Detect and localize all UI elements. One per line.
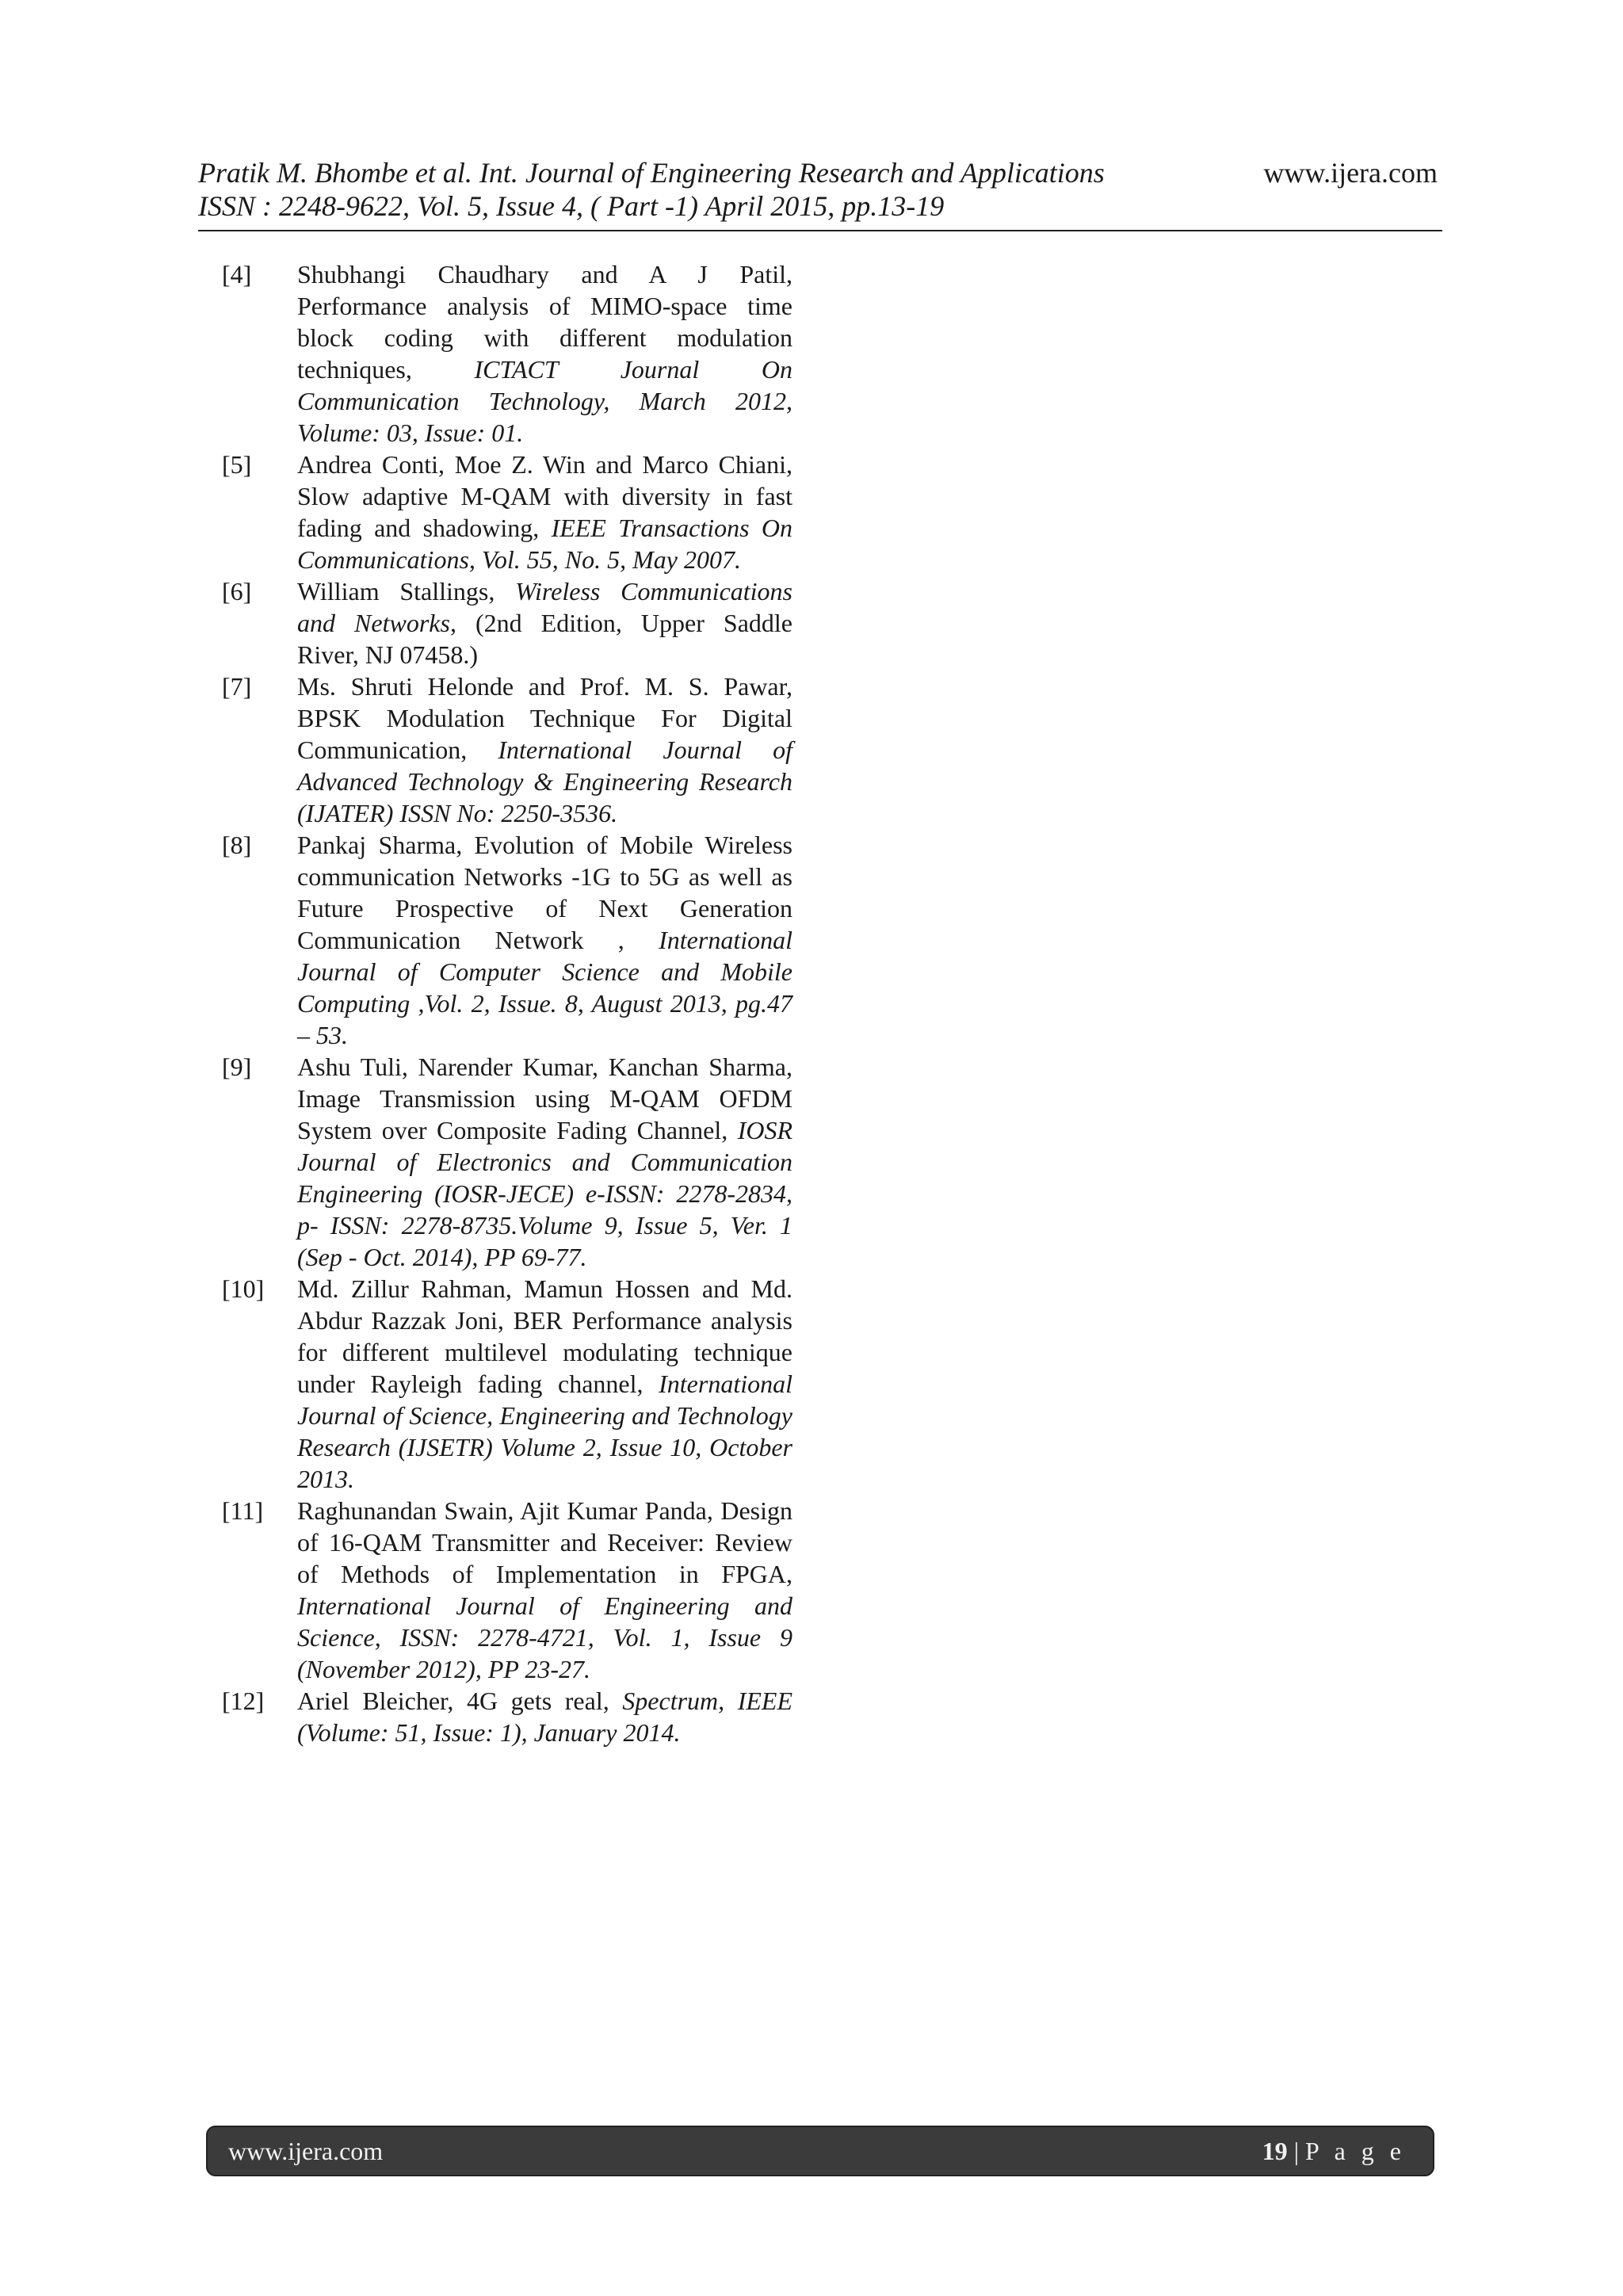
- running-header: [198, 155, 1442, 231]
- reference-number: [8]: [222, 831, 252, 859]
- reference-tail-text: , (2nd Edition, Upper Saddle River, NJ 07458.): [297, 609, 793, 669]
- header-issn-line: ISSN : 2248-9622, Vol. 5, Issue 4, ( Part -1) April 2015, pp.13-19: [198, 190, 945, 222]
- reference-number: [7]: [222, 672, 252, 701]
- reference-text: [297, 670, 792, 829]
- page-label: P a g e: [1304, 2137, 1406, 2165]
- reference-plain-text: Md. Zillur Rahman, Mamun Hossen and Md. Abdur Razzak Joni, BER Performance analysis for different multilevel modulating technique under Rayleigh fading channel,: [297, 1274, 792, 1398]
- reference-item: [222, 575, 792, 670]
- reference-source: ICTACT Journal On Communication Technology, March 2012, Volume: 03, Issue: 01.: [297, 355, 792, 447]
- page-number: 19: [1262, 2137, 1288, 2165]
- reference-plain-text: Raghunandan Swain, Ajit Kumar Panda, Design of 16-QAM Transmitter and Receiver: Review of Methods of Implementation in FPGA,: [297, 1496, 792, 1588]
- reference-number: [12]: [222, 1687, 265, 1715]
- reference-text: [297, 449, 792, 575]
- reference-plain-text: Ariel Bleicher, 4G gets real,: [297, 1687, 623, 1715]
- footer-page-indicator: [1262, 2135, 1406, 2167]
- reference-number: [5]: [222, 450, 252, 479]
- reference-number: [9]: [222, 1052, 252, 1081]
- reference-text: [297, 1495, 792, 1685]
- reference-text: [297, 575, 792, 670]
- reference-item: [222, 258, 792, 449]
- reference-item: [222, 449, 792, 575]
- reference-source: IEEE Transactions On Communications, Vol. 55, No. 5, May 2007.: [297, 514, 793, 574]
- reference-plain-text: Shubhangi Chaudhary and A J Patil, Performance analysis of MIMO-space time block coding with different modulation techniques,: [297, 260, 792, 384]
- reference-list: [222, 258, 792, 1748]
- reference-source: IOSR Journal of Electronics and Communication Engineering (IOSR-JECE) e-ISSN: 2278-2834, p- ISSN: 2278-8735.Volume 9, Issue 5, Ver. 1 (Sep - Oct. 2014), PP 69-77.: [297, 1116, 792, 1271]
- reference-text: [297, 1051, 792, 1273]
- reference-number: [11]: [222, 1496, 264, 1525]
- reference-item: [222, 1685, 792, 1748]
- reference-source: International Journal of Engineering and Science, ISSN: 2278-4721, Vol. 1, Issue 9 (November 2012), PP 23-27.: [297, 1591, 792, 1683]
- reference-text: [297, 1685, 792, 1748]
- reference-plain-text: Ashu Tuli, Narender Kumar, Kanchan Sharma, Image Transmission using M-QAM OFDM System over Composite Fading Channel,: [297, 1052, 792, 1144]
- reference-text: [297, 258, 792, 449]
- footer-website: www.ijera.com: [228, 2137, 384, 2165]
- reference-item: [222, 1273, 792, 1495]
- reference-item: [222, 1051, 792, 1273]
- reference-source: Spectrum, IEEE (Volume: 51, Issue: 1), January 2014.: [297, 1687, 792, 1747]
- reference-item: [222, 1495, 792, 1685]
- reference-plain-text: William Stallings,: [297, 577, 516, 606]
- reference-plain-text: Andrea Conti, Moe Z. Win and Marco Chiani, Slow adaptive M-QAM with diversity in fast fading and shadowing,: [297, 450, 792, 542]
- reference-source: International Journal of Advanced Technology & Engineering Research (IJATER) ISSN No: 2250-3536.: [297, 735, 793, 827]
- reference-text: [297, 829, 792, 1051]
- reference-plain-text: Ms. Shruti Helonde and Prof. M. S. Pawar, BPSK Modulation Technique For Digital Communication,: [297, 672, 792, 764]
- page-separator: |: [1287, 2137, 1305, 2165]
- reference-text: [297, 1273, 792, 1495]
- reference-source: International Journal of Computer Science and Mobile Computing ,Vol. 2, Issue. 8, August 2013, pg.47 – 53.: [297, 926, 792, 1049]
- reference-item: [222, 829, 792, 1051]
- header-journal-line: Pratik M. Bhombe et al. Int. Journal of Engineering Research and Applications: [198, 157, 1105, 189]
- reference-source: Wireless Communications and Networks: [297, 577, 793, 637]
- reference-plain-text: Pankaj Sharma, Evolution of Mobile Wireless communication Networks -1G to 5G as well as Future Prospective of Next Generation Communication Network ,: [297, 831, 792, 954]
- reference-number: [10]: [222, 1274, 265, 1303]
- page-footer: [206, 2126, 1434, 2176]
- reference-number: [6]: [222, 577, 252, 606]
- header-website: www.ijera.com: [1263, 157, 1438, 189]
- reference-number: [4]: [222, 260, 252, 288]
- reference-source: International Journal of Science, Engineering and Technology Research (IJSETR) Volume 2, Issue 10, October 2013.: [297, 1370, 792, 1493]
- reference-item: [222, 670, 792, 829]
